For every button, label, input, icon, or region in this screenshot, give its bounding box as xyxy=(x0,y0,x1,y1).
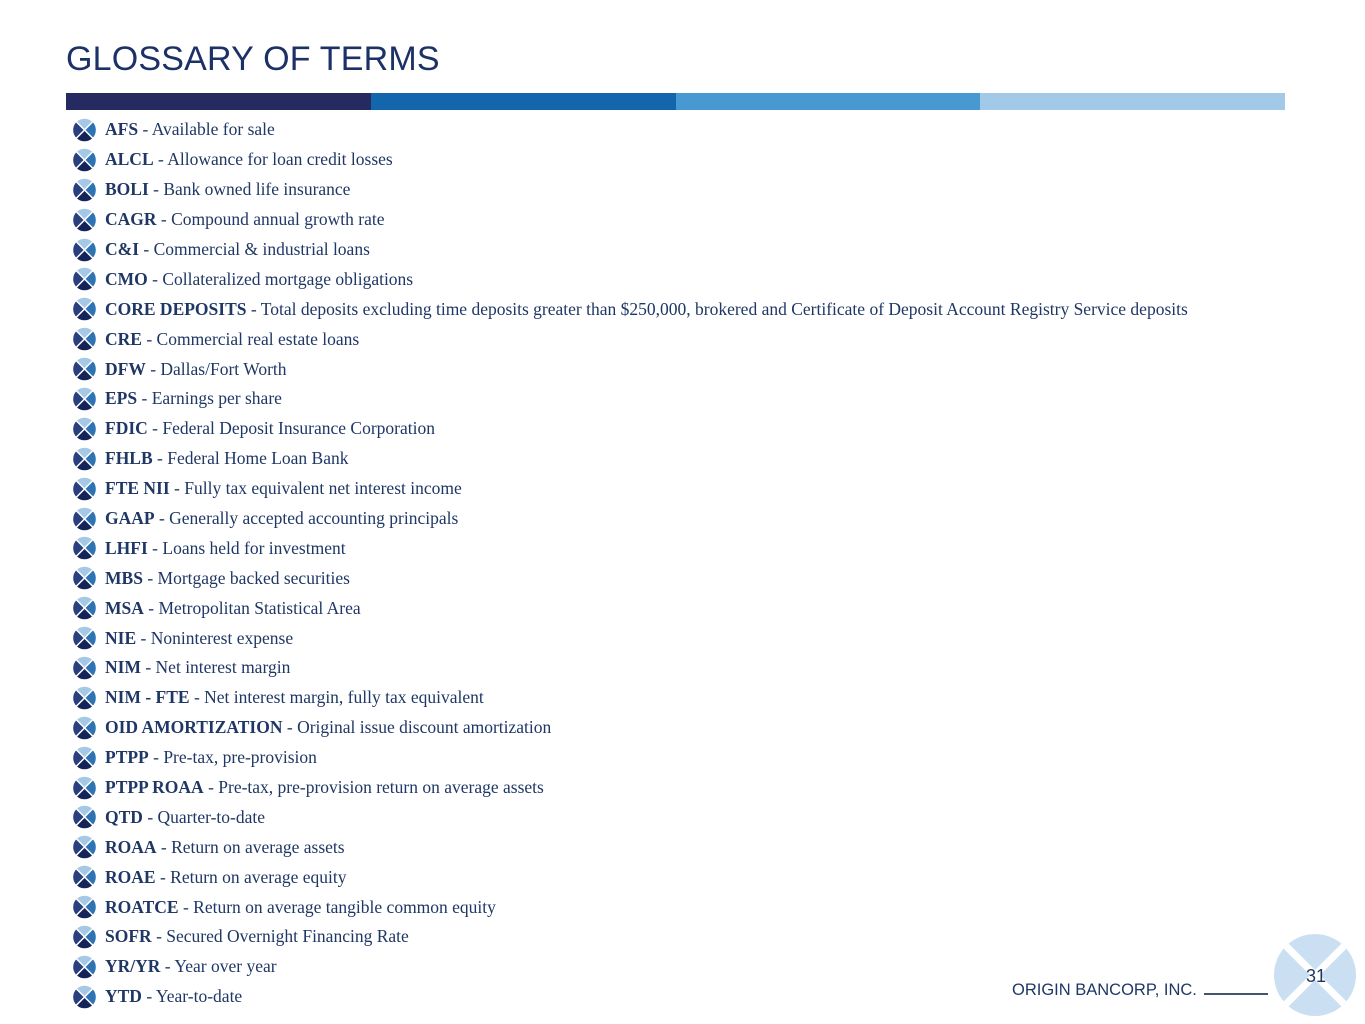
origin-bancorp-logo-icon xyxy=(72,656,97,680)
origin-bancorp-logo-icon xyxy=(72,387,97,411)
glossary-item xyxy=(72,922,1362,952)
glossary-term: DFW xyxy=(105,358,146,379)
glossary-entry-text xyxy=(105,209,384,230)
glossary-term: ROAE xyxy=(105,866,156,887)
origin-bancorp-logo-icon xyxy=(72,716,97,740)
glossary-definition: Secured Overnight Financing Rate xyxy=(166,926,409,947)
origin-bancorp-logo-icon xyxy=(72,148,97,172)
origin-bancorp-logo-icon xyxy=(72,776,97,800)
glossary-separator: - xyxy=(147,268,163,289)
origin-bancorp-logo-icon xyxy=(72,596,97,620)
glossary-item xyxy=(72,533,1362,563)
glossary-separator: - xyxy=(148,747,164,768)
glossary-separator: - xyxy=(160,956,175,977)
glossary-definition: Metropolitan Statistical Area xyxy=(158,597,361,618)
glossary-entry-text xyxy=(105,598,361,619)
glossary-term: CORE DEPOSITS xyxy=(105,298,247,319)
glossary-item xyxy=(72,384,1362,414)
origin-bancorp-logo-icon xyxy=(72,746,97,770)
glossary-entry-text xyxy=(105,119,275,140)
glossary-entry-text xyxy=(105,956,277,977)
glossary-definition: Return on average tangible common equity xyxy=(193,896,496,917)
accent-bar-segment-1 xyxy=(66,93,371,110)
glossary-definition: Return on average equity xyxy=(170,866,347,887)
glossary-item xyxy=(72,354,1362,384)
glossary-item xyxy=(72,862,1362,892)
origin-bancorp-logo-icon xyxy=(72,178,97,202)
glossary-entry-text xyxy=(105,687,484,708)
origin-bancorp-logo-icon xyxy=(72,865,97,889)
origin-bancorp-logo-icon xyxy=(72,267,97,291)
glossary-definition: Pre-tax, pre-provision xyxy=(163,747,317,768)
glossary-item xyxy=(72,593,1362,623)
glossary-item xyxy=(72,474,1362,504)
glossary-entry-text xyxy=(105,568,350,589)
glossary-item xyxy=(72,802,1362,832)
glossary-definition: Mortgage backed securities xyxy=(157,567,350,588)
glossary-entry-text xyxy=(105,359,287,380)
glossary-item xyxy=(72,683,1362,713)
accent-bar-segment-3 xyxy=(676,93,981,110)
glossary-item xyxy=(72,264,1362,294)
footer-company-name: ORIGIN BANCORP, INC. xyxy=(1012,981,1197,999)
glossary-separator: - xyxy=(153,149,168,170)
glossary-definition: Return on average assets xyxy=(171,836,345,857)
origin-bancorp-logo-icon xyxy=(72,417,97,441)
glossary-separator: - xyxy=(147,537,163,558)
glossary-separator: - xyxy=(137,388,152,409)
glossary-separator: - xyxy=(138,119,152,140)
glossary-term: QTD xyxy=(105,806,143,827)
glossary-list xyxy=(72,115,1362,1012)
glossary-item xyxy=(72,713,1362,743)
glossary-item xyxy=(72,115,1362,145)
glossary-entry-text xyxy=(105,926,409,947)
footer-underline xyxy=(1204,992,1268,995)
origin-bancorp-logo-icon xyxy=(72,895,97,919)
origin-bancorp-logo-icon xyxy=(72,208,97,232)
glossary-term: OID AMORTIZATION xyxy=(105,717,283,738)
glossary-entry-text xyxy=(105,299,1188,320)
glossary-entry-text xyxy=(105,867,347,888)
glossary-separator: - xyxy=(246,298,261,319)
glossary-entry-text xyxy=(105,179,350,200)
origin-bancorp-logo-icon xyxy=(72,805,97,829)
glossary-entry-text xyxy=(105,478,462,499)
glossary-term: C&I xyxy=(105,239,140,259)
origin-bancorp-logo-icon xyxy=(72,985,97,1009)
glossary-definition: Total deposits excluding time deposits greater than $250,000, brokered and Certificate of Deposit Account Registry Service deposits xyxy=(260,298,1188,319)
glossary-item xyxy=(72,444,1362,474)
glossary-term: YR/YR xyxy=(105,956,161,977)
glossary-entry-text xyxy=(105,388,282,409)
origin-bancorp-logo-icon xyxy=(72,118,97,142)
glossary-definition: Federal Home Loan Bank xyxy=(167,448,349,469)
glossary-definition: Net interest margin, fully tax equivalent xyxy=(204,687,484,708)
glossary-separator: - xyxy=(141,986,156,1007)
page-number-logo-circle xyxy=(1273,933,1357,1017)
glossary-item xyxy=(72,205,1362,235)
glossary-term: SOFR xyxy=(105,926,152,947)
glossary-item xyxy=(72,145,1362,175)
glossary-item xyxy=(72,952,1362,982)
glossary-item xyxy=(72,892,1362,922)
glossary-term: CRE xyxy=(105,328,142,349)
origin-bancorp-logo-icon xyxy=(72,626,97,650)
glossary-item xyxy=(72,504,1362,534)
glossary-term: MBS xyxy=(105,567,143,588)
footer xyxy=(1012,981,1268,1000)
glossary-definition: Year-to-date xyxy=(155,986,243,1007)
glossary-definition: Compound annual growth rate xyxy=(171,209,385,230)
glossary-definition: Bank owned life insurance xyxy=(163,179,351,200)
glossary-entry-text xyxy=(105,628,293,649)
glossary-term: PTPP ROAA xyxy=(105,777,204,798)
glossary-item xyxy=(72,414,1362,444)
accent-bar-segment-4 xyxy=(980,93,1285,110)
glossary-item xyxy=(72,773,1362,803)
origin-bancorp-logo-icon xyxy=(72,566,97,590)
glossary-term: MSA xyxy=(105,597,144,618)
origin-bancorp-logo-icon xyxy=(72,297,97,321)
glossary-entry-text xyxy=(105,508,458,529)
glossary-term: NIE xyxy=(105,627,137,648)
glossary-entry-text xyxy=(105,239,370,260)
glossary-definition: Generally accepted accounting principals xyxy=(169,508,459,529)
glossary-definition: Year over year xyxy=(174,956,277,977)
glossary-separator: - xyxy=(148,179,164,200)
glossary-entry-text xyxy=(105,149,393,170)
glossary-term: AFS xyxy=(105,119,139,140)
glossary-term: NIM xyxy=(105,657,141,678)
origin-bancorp-logo-icon xyxy=(72,327,97,351)
glossary-entry-text xyxy=(105,717,551,738)
glossary-entry-text xyxy=(105,837,345,858)
glossary-separator: - xyxy=(140,657,156,678)
glossary-term: EPS xyxy=(105,388,138,409)
glossary-entry-text xyxy=(105,747,317,768)
glossary-definition: Quarter-to-date xyxy=(157,806,266,827)
glossary-item xyxy=(72,832,1362,862)
glossary-definition: Commercial real estate loans xyxy=(156,328,360,349)
glossary-separator: - xyxy=(142,806,158,827)
accent-bar-segment-2 xyxy=(371,93,676,110)
glossary-definition: Original issue discount amortization xyxy=(297,717,552,738)
glossary-separator: - xyxy=(169,478,185,499)
glossary-item xyxy=(72,175,1362,205)
glossary-definition: Allowance for loan credit losses xyxy=(167,149,393,170)
glossary-separator: - xyxy=(136,627,151,648)
glossary-entry-text xyxy=(105,538,346,559)
origin-bancorp-logo-icon xyxy=(72,925,97,949)
glossary-entry-text xyxy=(105,418,435,439)
glossary-term: GAAP xyxy=(105,508,155,529)
glossary-separator: - xyxy=(152,448,168,469)
glossary-entry-text xyxy=(105,329,359,350)
glossary-definition: Available for sale xyxy=(151,119,275,140)
glossary-separator: - xyxy=(156,836,172,857)
origin-bancorp-logo-icon xyxy=(72,835,97,859)
glossary-separator: - xyxy=(145,358,161,379)
glossary-entry-text xyxy=(105,986,242,1007)
glossary-item xyxy=(72,563,1362,593)
glossary-separator: - xyxy=(139,239,154,259)
glossary-separator: - xyxy=(178,896,194,917)
glossary-term: CAGR xyxy=(105,209,157,230)
glossary-separator: - xyxy=(156,209,172,230)
glossary-term: ROAA xyxy=(105,836,157,857)
glossary-definition: Earnings per share xyxy=(151,388,282,409)
glossary-item xyxy=(72,235,1362,265)
glossary-separator: - xyxy=(147,418,163,439)
glossary-definition: Federal Deposit Insurance Corporation xyxy=(162,418,435,439)
glossary-separator: - xyxy=(189,687,205,708)
glossary-definition: Fully tax equivalent net interest income xyxy=(184,478,462,499)
glossary-term: LHFI xyxy=(105,537,148,558)
glossary-definition: Pre-tax, pre-provision return on average assets xyxy=(218,777,544,798)
page-number: 31 xyxy=(1306,965,1327,986)
glossary-definition: Commercial & industrial loans xyxy=(153,239,370,259)
glossary-separator: - xyxy=(143,597,159,618)
glossary-term: FHLB xyxy=(105,448,153,469)
glossary-separator: - xyxy=(203,777,219,798)
glossary-term: PTPP xyxy=(105,747,149,768)
glossary-item xyxy=(72,324,1362,354)
glossary-term: BOLI xyxy=(105,179,149,200)
glossary-entry-text xyxy=(105,777,544,798)
origin-bancorp-logo-icon xyxy=(72,477,97,501)
origin-bancorp-logo-icon xyxy=(72,507,97,531)
glossary-term: CMO xyxy=(105,268,148,289)
glossary-item xyxy=(72,743,1362,773)
glossary-separator: - xyxy=(151,926,167,947)
glossary-term: YTD xyxy=(105,986,142,1007)
glossary-definition: Noninterest expense xyxy=(150,627,294,648)
glossary-separator: - xyxy=(141,328,157,349)
glossary-definition: Loans held for investment xyxy=(162,537,346,558)
glossary-separator: - xyxy=(154,508,170,529)
glossary-term: FDIC xyxy=(105,418,148,439)
glossary-entry-text xyxy=(105,897,496,918)
accent-bar xyxy=(66,93,1285,110)
page-title: GLOSSARY OF TERMS xyxy=(66,40,440,78)
glossary-term: ROATCE xyxy=(105,896,179,917)
glossary-definition: Collateralized mortgage obligations xyxy=(162,268,414,289)
origin-bancorp-logo-icon xyxy=(72,536,97,560)
origin-bancorp-logo-icon xyxy=(72,238,97,262)
glossary-definition: Dallas/Fort Worth xyxy=(160,358,287,379)
glossary-separator: - xyxy=(142,567,158,588)
glossary-separator: - xyxy=(155,866,171,887)
glossary-entry-text xyxy=(105,448,349,469)
glossary-term: NIM - FTE xyxy=(105,687,190,708)
glossary-separator: - xyxy=(282,717,298,738)
origin-bancorp-logo-icon xyxy=(72,447,97,471)
origin-bancorp-logo-icon xyxy=(72,686,97,710)
glossary-term: FTE NII xyxy=(105,478,170,499)
origin-bancorp-logo-icon xyxy=(72,955,97,979)
glossary-item xyxy=(72,294,1362,324)
glossary-entry-text xyxy=(105,657,290,678)
glossary-definition: Net interest margin xyxy=(155,657,291,678)
glossary-item xyxy=(72,653,1362,683)
glossary-entry-text xyxy=(105,807,265,828)
glossary-entry-text xyxy=(105,269,413,290)
glossary-term: ALCL xyxy=(105,149,154,170)
glossary-item xyxy=(72,623,1362,653)
origin-bancorp-logo-icon xyxy=(72,357,97,381)
